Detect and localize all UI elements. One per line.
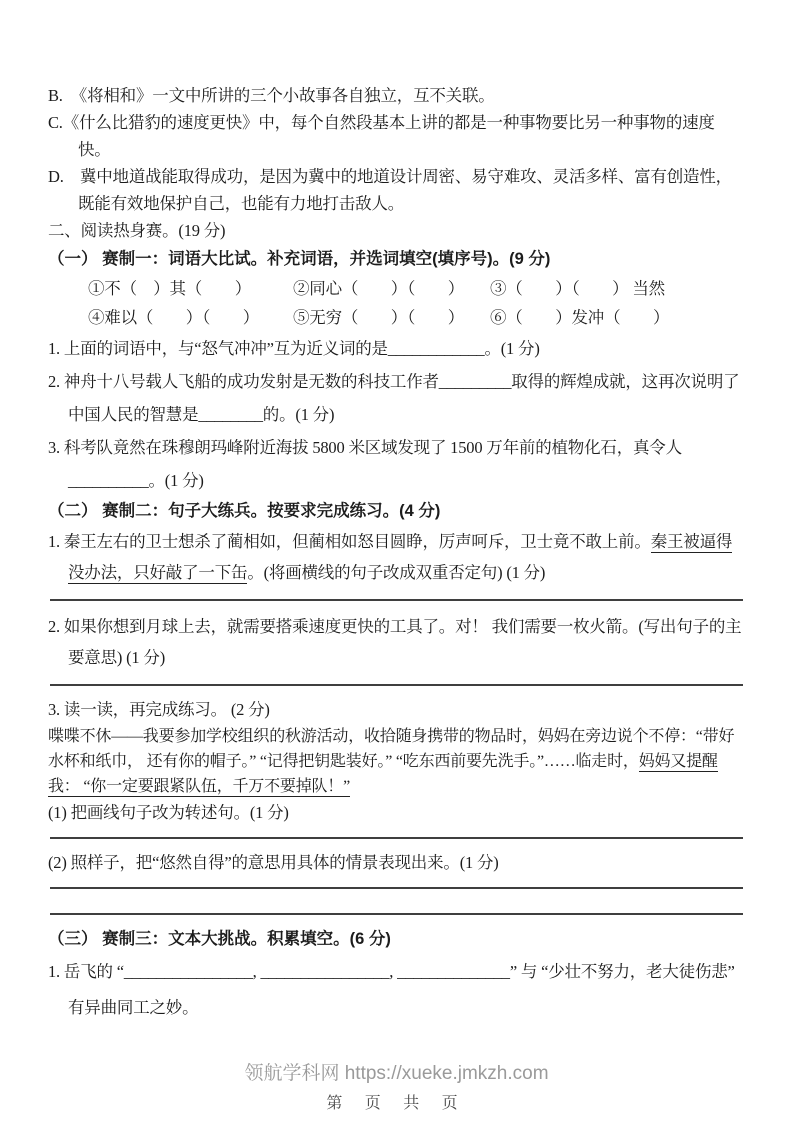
sub2-q1-underlined-sentence: 秦王被逼得没办法，只好敲了一下缶: [68, 532, 733, 582]
sub3-title: （三） 赛制三：文本大挑战。积累填空。(6 分): [48, 930, 391, 948]
page-number-footer: 第 页 共 页: [326, 1095, 467, 1112]
word-blank-5: ⑤无穷（ ）（ ）: [293, 308, 465, 327]
answer-line: [50, 684, 743, 686]
answer-line: [50, 599, 743, 601]
sub2-q1-instruction: 。(将画横线的句子改成双重否定句) (1 分): [247, 563, 546, 582]
word-fill-row-2: [48, 303, 745, 332]
reading-passage: [48, 724, 745, 799]
sub1-question-3: 3. 科考队竟然在珠穆朗玛峰附近海拔 5800 米区域发现了 1500 万年前的植物化石，真令人__________。(1 分): [48, 438, 682, 490]
word-fill-row-1: [48, 274, 745, 303]
sub1-question-1: 1. 上面的词语中，与“怒气冲冲”互为近义词的是____________。(1 分): [48, 339, 540, 358]
sub1-question-2: 2. 神舟十八号载人飞船的成功发射是无数的科技工作者_________取得的辉煌成就，这再次说明了中国人民的智慧是________的。(1 分): [48, 372, 740, 424]
option-b: B. 《将相和》一文中所讲的三个小故事各自独立，互不关联。: [48, 86, 495, 105]
sub2-question-3-1: (1) 把画线句子改为转述句。(1 分): [48, 803, 289, 822]
sub3-question-1: 1. 岳飞的 “________________, ________________, ______________” 与 “少壮不努力，老大徒伤悲” 有异曲同工之妙。: [48, 962, 735, 1017]
passage-underlined-sentence: 妈妈又提醒我： “你一定要跟紧队伍，千万不要掉队！”: [48, 753, 718, 795]
part2-title: 二、阅读热身赛。(19 分): [48, 221, 226, 240]
sub2-title: （二） 赛制二：句子大练兵。按要求完成练习。(4 分): [48, 502, 441, 520]
answer-line: [50, 913, 743, 915]
passage-text: 喋喋不休——我要参加学校组织的秋游活动，收拾随身携带的物品时，妈妈在旁边说个不停：“带好水杯和纸巾， 还有你的帽子。” “记得把钥匙装好。” “吃东西前要先洗手。”……临走时，: [48, 728, 735, 770]
word-blank-2: ②同心（ ）（ ）: [293, 279, 465, 298]
option-d: D. 冀中地道战能取得成功，是因为冀中的地道设计周密、易守难攻、灵活多样、富有创造性，既能有效地保护自己，也能有力地打击敌人。: [48, 167, 732, 213]
sub2-question-3-2: (2) 照样子，把“悠然自得”的意思用具体的情景表现出来。(1 分): [48, 853, 499, 872]
answer-line: [50, 837, 743, 839]
word-blank-4: ④难以（ ）（ ）: [88, 308, 260, 327]
sub2-question-2: 2. 如果你想到月球上去，就需要搭乘速度更快的工具了。对！ 我们需要一枚火箭。(写出句子的主要意思) (1 分): [48, 617, 742, 667]
watermark: 领航学科网 https://xueke.jmkzh.com: [244, 1063, 549, 1084]
word-blank-1: ①不（ ）其（ ）: [88, 279, 252, 298]
sub2-question-1: [48, 526, 745, 588]
word-blank-6: ⑥（ ）发冲（ ）: [490, 308, 670, 327]
answer-line: [50, 887, 743, 889]
sub1-title: （一） 赛制一：词语大比试。补充词语，并选词填空(填序号)。(9 分): [48, 250, 551, 268]
sub2-question-3-intro: 3. 读一读，再完成练习。 (2 分): [48, 700, 270, 719]
sub2-q1-text: 1. 秦王左右的卫士想杀了蔺相如，但蔺相如怒目圆睁，厉声呵斥，卫士竟不敢上前。: [48, 532, 651, 551]
option-c: C.《什么比猎豹的速度更快》中，每个自然段基本上讲的都是一种事物要比另一种事物的速度快。: [48, 113, 715, 159]
word-blank-3: ③（ ）（ ） 当然: [490, 279, 665, 298]
